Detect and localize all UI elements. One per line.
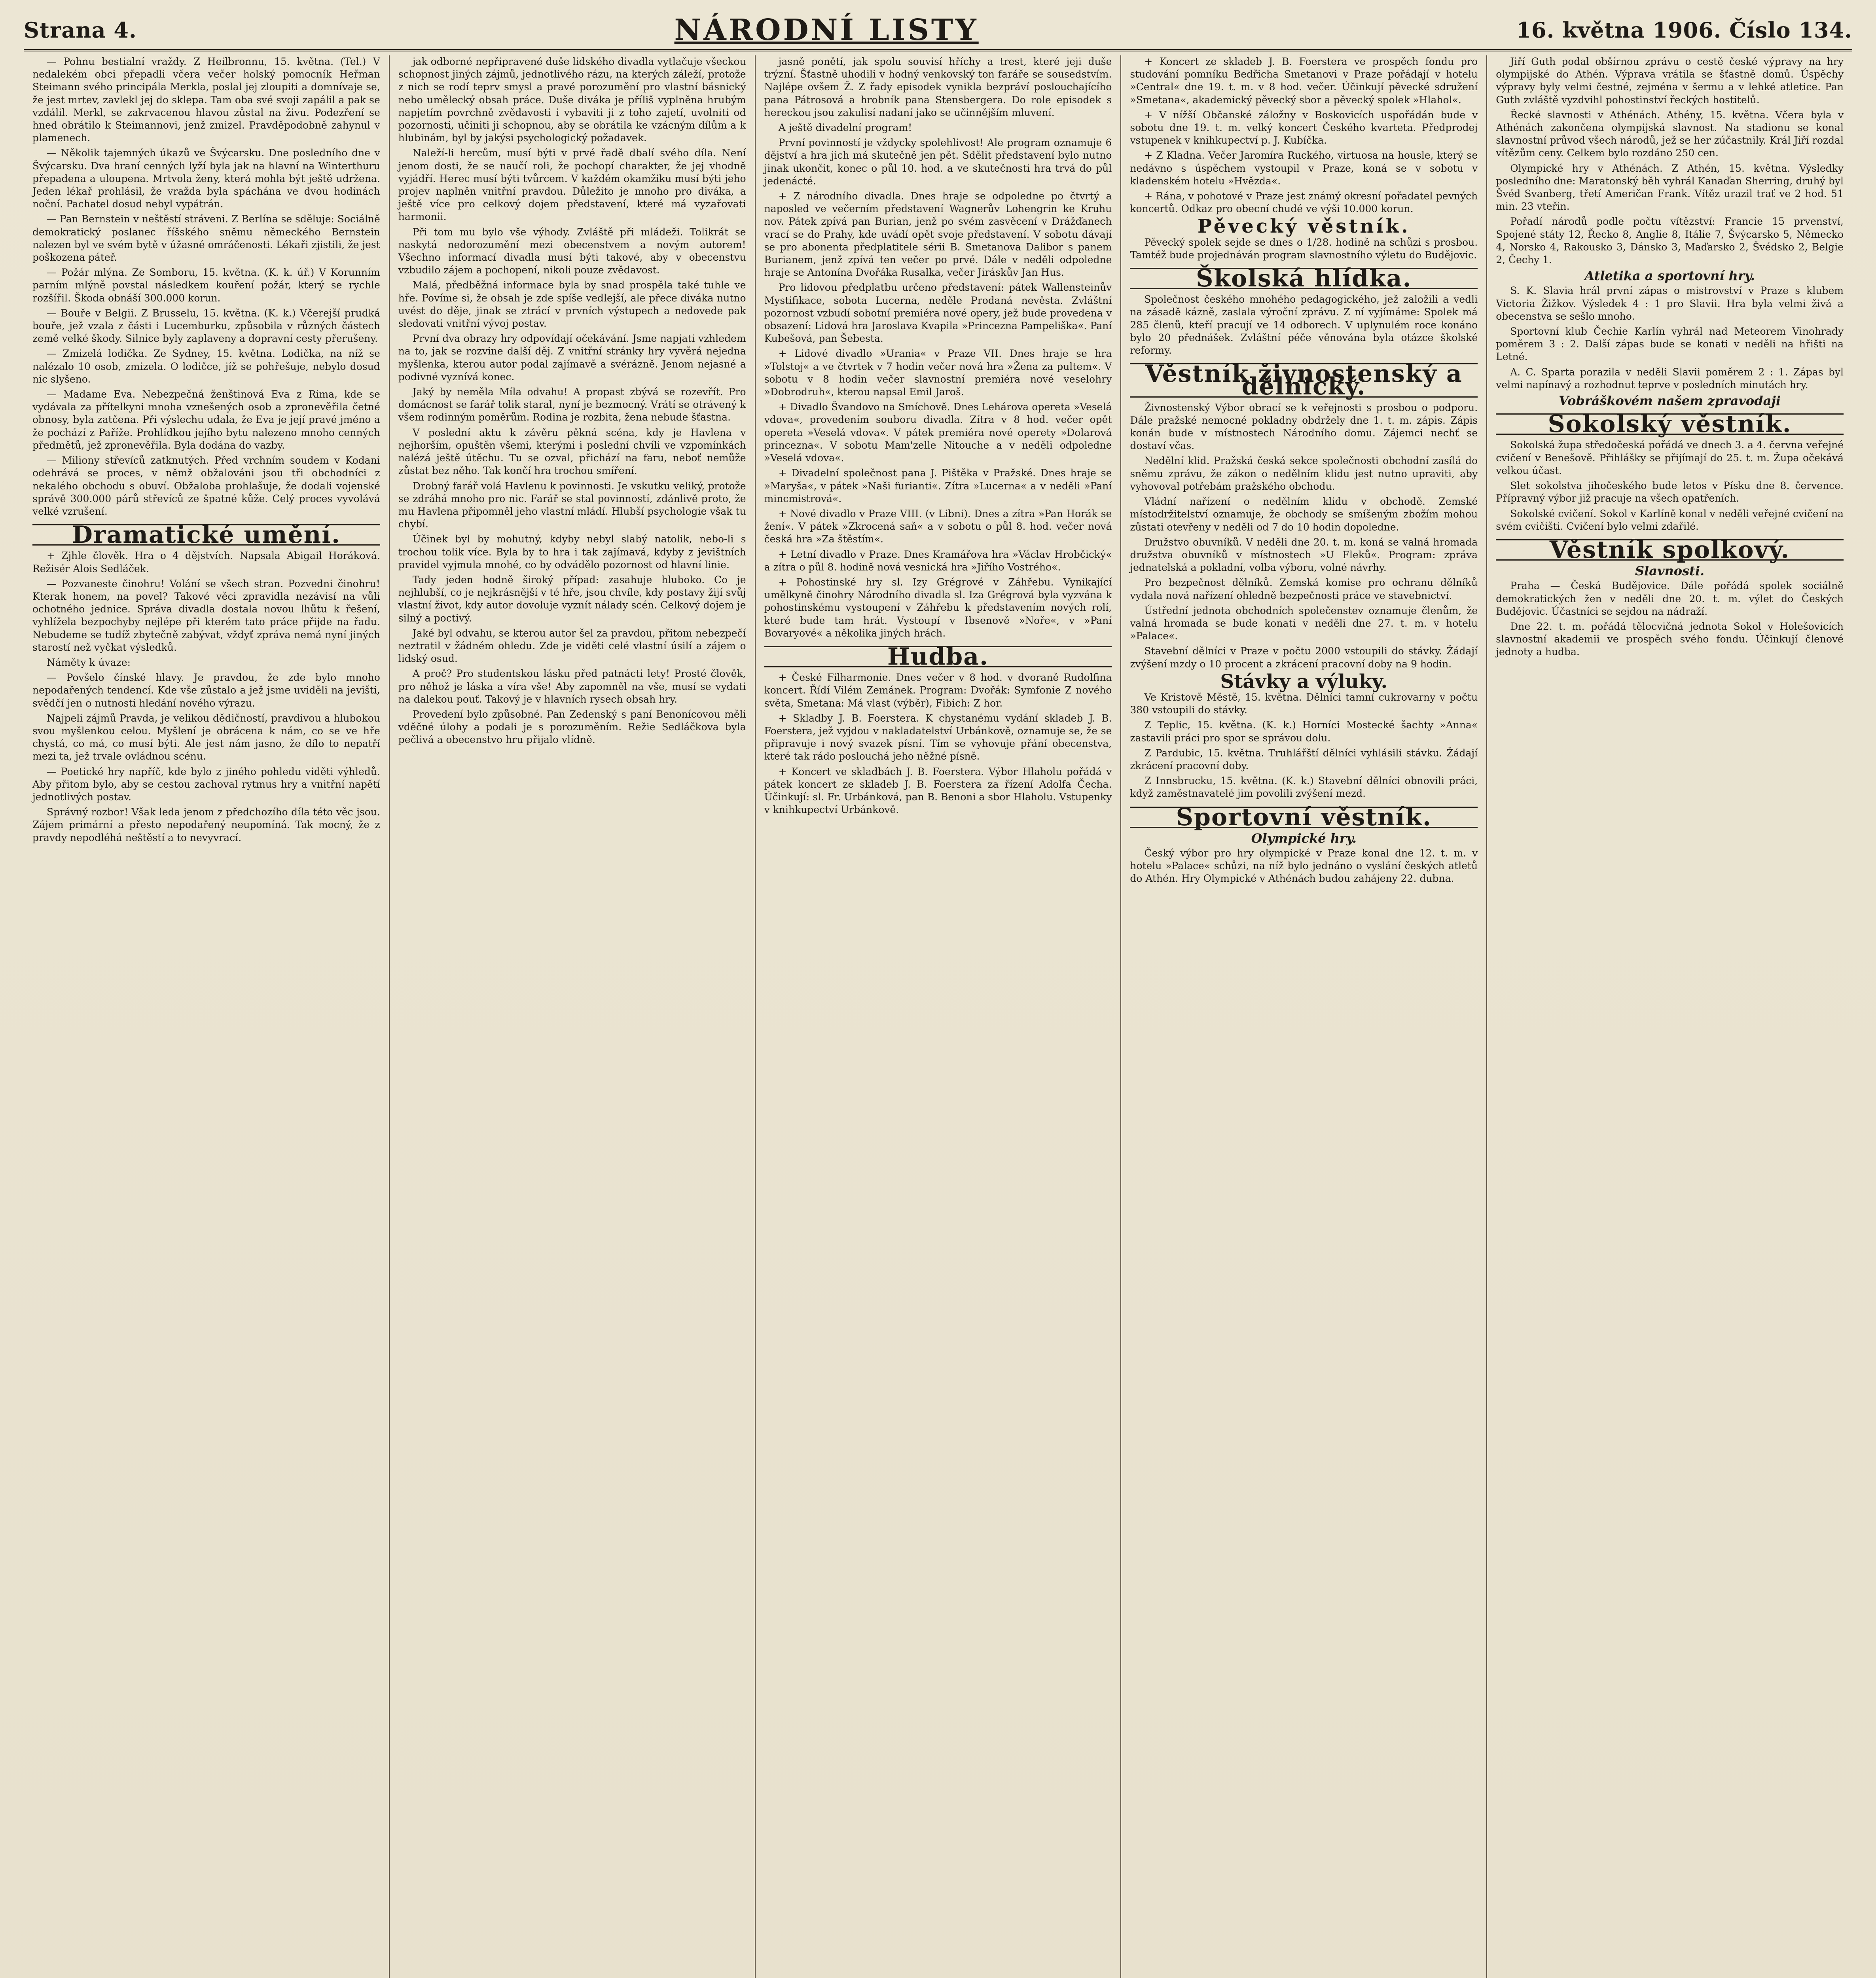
article-paragraph: Jaké byl odvahu, se kterou autor šel za pravdou, přitom nebezpečí neztratil v žádném ohledu. Zde je viděti celé vlastní úsilí a zájem o lidský osud. [398, 627, 746, 665]
article-paragraph: S. K. Slavia hrál první zápas o mistrovství v Praze s klubem Victoria Žižkov. Výsledek 4 : 1 pro Slavii. Hra byla velmi živá a obecenstva se sešlo mnoho. [1496, 285, 1844, 322]
section-vybor: Vobráškovém našem zpravodaji [1559, 393, 1781, 409]
article-paragraph: Sokolské cvičení. Sokol v Karlíně konal v neděli veřejné cvičení na svém cvičišti. Cvičení bylo velmi zdařilé. [1496, 508, 1844, 532]
article-paragraph: Olympické hry v Athénách. Z Athén, 15. května. Výsledky posledního dne: Maratonský běh vyhrál Kanaďan Sherring, druhý byl Švéd Svanberg, třetí Američan Frank. Vítěz urazil trať ve 2 hod. 51 min. 23 vteřin. [1496, 162, 1844, 212]
columns [24, 55, 1852, 1978]
article-paragraph: Náměty k úvaze: [47, 656, 131, 668]
article-paragraph: + Skladby J. B. Foerstera. K chystanému vydání skladeb J. B. Foerstera, jež vyjdou v nakladatelství Urbánkově, oznamuje se, že se připravuje i nový svazek písní. Tím se vyhovuje přání obecenstva, které tak rádo poslouchá jeho něžné písně. [764, 712, 1112, 762]
article-paragraph: jasně ponětí, jak spolu souvisí hříchy a trest, které jeji duše trýzní. Šťastně uhodili v hodný venkovský ton faráře se sousedstvím. Najlépe ovšem Ž. Z řady episodek vynikla bezpráví poslouchajícího pana Pátrosová a hrobník pana Stensbergera. Do role episodek s hereckou jsou zakulisí nadaní jako se učinnějším mluvení. [764, 56, 1112, 118]
article-paragraph: Ve Kristově Městě, 15. května. Dělníci tamní cukrovarny v počtu 380 vstoupili do stávky. [1130, 691, 1478, 716]
article-paragraph: Při tom mu bylo vše výhody. Zvláště při mládeži. Tolikrát se naskytá nedorozumění mezi obecenstvem a novým autorem! Všechno informací divadla musí býti takové, aby v obecenstvu vzbudilo zájem a pochopení, nikoli pouze zvědavost. [398, 226, 746, 276]
article-paragraph: Provedení bylo způsobné. Pan Zedenský s paní Benonícovou měli vděčné úlohy a podali je s porozuměním. Režie Sedláčkova byla pečlivá a obecenstvo hru přijalo vlídně. [398, 708, 746, 746]
article-paragraph: + Nové divadlo v Praze VIII. (v Libni). Dnes a zítra »Pan Horák se žení«. V pátek »Zkrocená saň« a v sobotu o půl 8. hod. večer nová česká hra »Za štěstím«. [764, 508, 1112, 545]
article-paragraph: — Pohnu bestialní vraždy. Z Heilbronnu, 15. května. (Tel.) V nedalekém obci přepadli včera večer holský pomocník Heřman Steimann svého principála Merkla, poslal jej zloupiti a domnívaje se, že jest mrtev, zavlekl jej do sklepa. Tam oba své svoji zapálil a pak se vzdálil. Merkl, se zakrvacenou hlavou zůstal na živu. Podezření se hned obrátilo k Steimannovi, jenž zmizel. Pravděpodobně zahynul v plamenech. [32, 56, 380, 144]
article-paragraph: Vládní nařízení o nedělním klidu v obchodě. Zemské místodržitelství oznamuje, že obchody se smíšeným zbožím mohou zůstati otevřeny v neděli od 7 do 10 hodin dopoledne. [1130, 496, 1478, 533]
article-paragraph: — Požár mlýna. Ze Somboru, 15. května. (K. k. úř.) V Korunním parním mlýně povstal následkem kouření požár, který se rychle rozšířil. Škoda obnáší 300.000 korun. [32, 267, 380, 304]
article-paragraph: Živnostenský Výbor obrací se k veřejnosti s prosbou o podporu. Dále pražské nemocné pokladny obdržely dne 1. t. m. zápis. Zápis konán bude v místnostech Národního domu. Zájemci nechť se dostaví včas. [1130, 402, 1478, 452]
article-paragraph: Stavební dělníci v Praze v počtu 2000 vstoupili do stávky. Žádají zvýšení mzdy o 10 procent a zkrácení pracovní doby na 9 hodin. [1130, 645, 1478, 670]
article-paragraph: A ještě divadelní program! [778, 122, 912, 134]
article-paragraph: A proč? Pro studentskou lásku před patnácti lety! Prosté člověk, pro něhož je láska a víra vše! Aby zapomněl na vše, musí se vydati na dalekou pouť. Takový je v hlavních rysech obsah hry. [398, 668, 746, 705]
newspaper-title: NÁRODNÍ LISTY [674, 13, 979, 47]
article-paragraph: — Bouře v Belgii. Z Brusselu, 15. května. (K. k.) Včerejší prudká bouře, jež vzala z části i Lucemburku, způsobila v různých částech země velké škody. Silnice byly zaplaveny a dopravní cesty přerušeny. [32, 307, 380, 345]
article-paragraph: — Zmizelá lodička. Ze Sydney, 15. května. Lodička, na níž se nalézalo 10 osob, zmizela. O lodičce, jíž se pohřešuje, nebylo dosud nic slyšeno. [32, 348, 380, 385]
section-drama: Dramatické umění. [32, 524, 380, 546]
article-paragraph: Z Teplic, 15. května. (K. k.) Horníci Mostecké šachty »Anna« zastavili práci pro spor se správou dolu. [1130, 719, 1478, 744]
section-zivnostensky: Věstník živnostenský a dělnický. [1130, 363, 1478, 397]
article-paragraph: První povinností je vždycky spolehlivost! Ale program oznamuje 6 dějství a hra jich má skutečně jen pět. Sdělit představení bylo nutno jinak ukončit, konec o půl 10. hod. a ve skutečnosti hra trvá do půl jedenácté. [764, 137, 1112, 187]
article-paragraph: Drobný farář volá Havlenu k povinnosti. Je vskutku veliký, protože se zdráhá mnoho pro nic. Farář se stal povinností, zdánlivě proto, že mu Havlena připomněl jeho vlastní mládí. Hlubší psychologie však tu chybí. [398, 480, 746, 530]
article-paragraph: — Povšelo čínské hlavy. Je pravdou, že zde bylo mnoho nepodařených tendencí. Kde vše zůstalo a jež jsme uviděli na jevišti, svědčí jen o nutnosti hledání nového výrazu. [32, 672, 380, 709]
article-paragraph: + Divadlo Švandovo na Smíchově. Dnes Lehárova opereta »Veselá vdova«, provedením souboru divadla. Zítra v 8 hod. večer opět opereta »Veselá vdova«. V pátek premiéra nové operety »Dolarová princezna«. V sobotu Mam'zelle Nitouche a v neděli odpoledne »Veselá vdova«. [764, 401, 1112, 464]
article-paragraph: Tady jeden hodně široký případ: zasahuje hluboko. Co je nejhlubší, co je nejkrásnější v té hře, jsou chvíle, kdy postavy žijí svůj vlastní život, kdy autor dovoluje vyznít nálady scén. Celkový dojem je silný a poctivý. [398, 574, 746, 624]
article-paragraph: V poslední aktu k závěru pěkná scéna, kdy je Havlena v nejhorším, opuštěn všemi, kterými i poslední chvíli ve vzpomínkách nalézá ještě útěchu. Tu se ozval, přichází na faru, neboť nemůže zůstat bez něho. Tak končí hra trochou smíření. [398, 426, 746, 477]
article-paragraph: + V nížší Občanské záložny v Boskovicích uspořádán bude v sobotu dne 19. t. m. velký koncert Českého kvarteta. Předprodej vstupenek v knihkupectví p. J. Kubíčka. [1130, 109, 1478, 146]
article-paragraph: Praha — Česká Budějovice. Dále pořádá spolek sociálně demokratických žen v neděli dne 20. t. m. výlet do Českých Budějovic. Účastníci se sejdou na nádraží. [1496, 580, 1844, 617]
article-paragraph: — Několik tajemných úkazů ve Švýcarsku. Dne posledního dne v Švýcarsku. Dva hraní cenných lyží byla jak na hlavní na Winterthuru přepadena a uloupena. Mrtvola ženy, která mohla být ještě udržena. Jeden lékař prohlásil, že vražda byla spáchána ve dvou hodinách noční. Pachatel dosud nebyl vypátrán. [32, 147, 380, 210]
article-paragraph: + Rána, v pohotové v Praze jest známý okresní pořadatel pevných koncertů. Odkaz pro obecní chudé ve výši 10.000 korun. [1130, 190, 1478, 215]
article-paragraph: Řecké slavnosti v Athénách. Athény, 15. května. Včera byla v Athénách zakončena olympijská slavnost. Na stadionu se konal slavnostní průvod všech národů, jež se her zúčastnily. Král Jiří rozdal vítězům ceny. Celkem bylo rozdáno 250 cen. [1496, 109, 1844, 159]
article-paragraph: Ústřední jednota obchodních společenstev oznamuje členům, že valná hromada se bude konati v neděli dne 27. t. m. v hotelu »Palace«. [1130, 604, 1478, 642]
section-sportovni: Sportovní věstník. [1130, 807, 1478, 828]
column-1 [24, 55, 390, 1978]
column-2 [390, 55, 756, 1978]
article-paragraph: Sokolská župa středočeská pořádá ve dnech 3. a 4. června veřejné cvičení v Benešově. Přihlášky se přijímají do 25. t. m. Župa očekává velkou účast. [1496, 439, 1844, 476]
article-paragraph: Společnost českého mnohého pedagogického, jež založili a vedli na zásadě kázně, zaslala výroční zprávu. Z ní vyjímáme: Spolek má 285 členů, kteří pracují ve 14 odborech. V uplynulém roce konáno bylo 20 přednášek. Zvláštní péče věnována byla otázce školské reformy. [1130, 294, 1478, 356]
column-5 [1487, 55, 1852, 1978]
section-hudba: Hudba. [764, 646, 1112, 667]
article-paragraph: První dva obrazy hry odpovídají očekávání. Jsme napjati vzhledem na to, jak se rozvine další děj. Z vnitřní stránky hry vyvěrá nejedna myšlenka, kterou autor podal zajímavě a svérázně. Jenom nejasné a podivné vyznívá konec. [398, 333, 746, 383]
article-paragraph: Slet sokolstva jihočeského bude letos v Písku dne 8. července. Přípravný výbor již pracuje na všech opatřeních. [1496, 480, 1844, 504]
section-pevecky: Pěvecký věstník. [1197, 215, 1410, 238]
article-paragraph: Účinek byl by mohutný, kdyby nebyl slabý natolik, nebo-li s trochou tolik více. Byla by to hra i tak zajímavá, kdyby z jevištních pravidel vyjmula mnohé, co by odvádělo pozornost od hlavní linie. [398, 533, 746, 570]
date-issue: 16. května 1906. Číslo 134. [1516, 17, 1852, 43]
article-paragraph: + Letní divadlo v Praze. Dnes Kramářova hra »Václav Hrobčický« a zítra o půl 8. hodině nová vesnická hra »Jiřího Vostrého«. [764, 548, 1112, 573]
article-paragraph: — Miliony střevíců zatknutých. Před vrchním soudem v Kodani odehrává se proces, v němž obžalováni jsou tři obchodníci z nekalého obchodu s obuví. Obžaloba prohlašuje, že dodali vojenské správě 300.000 párů střevíců ze špatné kůže. Celý proces vyvolává velké vzrušení. [32, 455, 380, 517]
article-paragraph: + Koncert ze skladeb J. B. Foerstera ve prospěch fondu pro studování pomníku Bedřicha Smetanovi v Praze pořádají v hotelu »Central« dne 19. t. m. v 8 hod. večer. Účinkují pěvecké sdružení »Smetana«, akademický pěvecký sbor a pěvecký spolek »Hlahol«. [1130, 56, 1478, 106]
article-paragraph: Nedělní klid. Pražská česká sekce společnosti obchodní zasílá do sněmu zprávu, že zákon o nedělním klidu jest nutno upraviti, aby vyhovoval potřebám pražského obchodu. [1130, 455, 1478, 492]
article-paragraph: + Z národního divadla. Dnes hraje se odpoledne po čtvrtý a naposled ve večerním představení Wagnerův Lohengrin ke Kruhu nov. Pátek zpívá pan Burian, jenž po svém zasvěcení v Drážďanech vrací se do Prahy, kde uvádí opět svoje představení. V sobotu dávají se pro abonenta předplatitele sérii B. Smetanova Dalibor s panem Burianem, jenž zpívá ten večer po prvé. Dále v neděli odpoledne hraje se Antonína Dvořáka Rusalka, večer Jiráskův Jan Hus. [764, 190, 1112, 279]
article-paragraph: Z Innsbrucku, 15. května. (K. k.) Stavební dělníci obnovili práci, když zaměstnavatelé jim povolili zvýšení mezd. [1130, 775, 1478, 800]
article-paragraph: Jaký by neměla Míla odvahu! A propast zbývá se rozevřít. Pro domácnost se farář tolik staral, nyní je bezmocný. Vrátí se otrávený k všem rodinným poměrům. Rodina je rozbita, žena nebude šťastna. [398, 386, 746, 423]
article-paragraph: Jiří Guth podal obšírnou zprávu o cestě české výpravy na hry olympijské do Athén. Výprava vrátila se šťastně domů. Úspěchy výpravy byly velmi čestné, zejména v šermu a v lehké atletice. Pan Guth zvláště vyzdvihl pohostinství řeckých hostitelů. [1496, 56, 1844, 106]
section-spolkovy: Věstník spolkový. [1496, 539, 1844, 561]
article-paragraph: + Z Kladna. Večer Jaromíra Ruckého, virtuosa na housle, který se nedávno s úspěchem vystoupil v Praze, koná se v sobotu v kladenském hotelu »Hvězda«. [1130, 150, 1478, 187]
article-paragraph: + Zjhle člověk. Hra o 4 dějstvích. Napsala Abigail Horáková. Režisér Alois Sedláček. [32, 550, 380, 574]
article-paragraph: Z Pardubic, 15. května. Truhlářští dělníci vyhlásili stávku. Žádají zkrácení pracovní doby. [1130, 747, 1478, 771]
section-skolska: Školská hlídka. [1130, 268, 1478, 289]
article-paragraph: Najpeli zájmů Pravda, je velikou dědičností, pravdivou a hlubokou svou myšlenkou celou. Myšlení je obrácena k nám, co se ve hře chystá, co má, co musí býti. Ale jest nám jasno, že dílo to nepatří mezi ta, jež trvale ovládnou scénu. [32, 712, 380, 762]
section-stavky: Stávky a výluky. [1220, 670, 1388, 693]
article-paragraph: + Pohostinské hry sl. Izy Grégrové v Záhřebu. Vynikající umělkyně činohry Národního divadla sl. Iza Grégrová byla vyzvána k pohostinskému vystoupení v Záhřebu k představením nových rolí, které bude tam hrát. Vystoupí v Ibsenově »Noře«, v »Paní Bovaryové« a několika jiných hrách. [764, 576, 1112, 639]
section-slavnosti: Slavnosti. [1635, 563, 1705, 579]
article-paragraph: Sportovní klub Čechie Karlín vyhrál nad Meteorem Vinohrady poměrem 3 : 2. Další zápas bude se konati v neděli na hřišti na Letné. [1496, 326, 1844, 363]
article-paragraph: — Pozvaneste činohru! Volání se všech stran. Pozvedni činohru! Kterak honem, na povel? Takové věci zpravidla nezávisí na vůli ochotného jednice. Správa divadla dostala novou lhůtu k řešení, vyhlížela bezpochyby nejlépe při kterém tato práce přijde na řadu. Nebudeme se tudíž zbytečně zabývat, vždyť zpráva nemá nyní jiných starostí než vyčkat výsledků. [32, 578, 380, 653]
article-paragraph: + Divadelní společnost pana J. Pištěka v Pražské. Dnes hraje se »Maryša«, v pátek »Naši furianti«. Zítra »Lucerna« a v neděli »Paní mincmistrová«. [764, 467, 1112, 504]
article-paragraph: + Koncert ve skladbách J. B. Foerstera. Výbor Hlaholu pořádá v pátek koncert ze skladeb J. B. Foerstera za řízení Adolfa Čecha. Účinkují: sl. Fr. Urbánková, pan B. Benoni a sbor Hlaholu. Vstupenky v knihkupectví Urbánkově. [764, 765, 1112, 816]
article-paragraph: jak odborné nepřipravené duše lidského divadla vytlačuje všeckou schopnost jiných zájmů, jednotlivého rázu, na kterých záleží, protože z nich se rodí teprv smysl a pravé porozumění pro vlastní básnický nebo umělecký obsah práce. Duše diváka je příliš vyplněna hrubým napjetím povrchně zvědavosti i vybaviti ji z toho zajetí, uvolniti od pozornosti, učiniti ji schopnou, aby se obrátila ke vzácným dílům a k hlubinám, byl by jakýsi psychologický požadavek. [398, 56, 746, 144]
masthead [24, 11, 1852, 51]
article-paragraph: Správný rozbor! Však leda jenom z předchozího díla této věc jsou. Zájem primární a přesto nepodařený neupomíná. Tak mocný, že z pravdy nepodléhá neštěstí a to nevyvrací. [32, 806, 380, 843]
article-paragraph: Pro bezpečnost dělníků. Zemská komise pro ochranu dělníků vydala nová nařízení ohledně bezpečnosti práce ve stavebnictví. [1130, 577, 1478, 601]
column-4 [1121, 55, 1487, 1978]
article-paragraph: Družstvo obuvníků. V neděli dne 20. t. m. koná se valná hromada družstva obuvníků v místnostech »U Fleků«. Program: zpráva jednatelská a pokladní, volba výboru, volné návrhy. [1130, 536, 1478, 574]
section-atletika: Atletika a sportovní hry. [1584, 268, 1755, 284]
page-label: Strana 4. [24, 17, 137, 43]
article-paragraph: Naleží-li hercům, musí býti v prvé řadě dbalí svého díla. Není jenom dosti, že se naučí roli, že pochopí charakter, že jej vhodně vyjádří. Herec musí býti tvůrcem. V každém okamžiku musí býti jeho projev naplněn vnitřní pravdou. Důležito je mnoho pro diváka, a ještě více pro celkový dojem představení, které má vyzařovati harmonii. [398, 147, 746, 223]
article-paragraph: Český výbor pro hry olympické v Praze konal dne 12. t. m. v hotelu »Palace« schůzi, na níž bylo jednáno o vyslání českých atletů do Athén. Hry Olympické v Athénách budou zahájeny 22. dubna. [1130, 847, 1478, 885]
article-paragraph: + České Filharmonie. Dnes večer v 8 hod. v dvoraně Rudolfina koncert. Řídí Vilém Zemánek. Program: Dvořák: Symfonie Z nového světa, Smetana: Má vlast (výběr), Fibich: Z hor. [764, 672, 1112, 709]
article-paragraph: — Poetické hry napříč, kde bylo z jiného pohledu viděti výhledů. Aby přitom bylo, aby se cestou zachoval rytmus hry a vnitřní napětí jednotlivých postav. [32, 765, 380, 803]
article-paragraph: A. C. Sparta porazila v neděli Slavii poměrem 2 : 1. Zápas byl velmi napínavý a rozhodnut teprve v posledních minutách hry. [1496, 366, 1844, 390]
article-paragraph: + Lidové divadlo »Urania« v Praze VII. Dnes hraje se hra »Tolstoj« a ve čtvrtek v 7 hodin večer nová hra »Žena za pultem«. V sobotu v 8 hodin večer slavnostní premiéra nové veselohry »Dobrodruh«, kterou napsal Emil Jaroš. [764, 348, 1112, 398]
article-paragraph: Pěvecký spolek sejde se dnes o 1/28. hodině na schůzi s prosbou. Tamtéž bude projednáván program slavnostního výletu do Budějovic. [1130, 236, 1478, 261]
section-sokolsky: Sokolský věstník. [1496, 413, 1844, 435]
column-3 [756, 55, 1122, 1978]
article-paragraph: Pořadí národů podle počtu vítězství: Francie 15 prvenství, Spojené státy 12, Řecko 8, Anglie 8, Itálie 7, Švýcarsko 5, Německo 4, Norsko 4, Rakousko 3, Dánsko 3, Maďarsko 2, Švédsko 2, Belgie 2, Čechy 1. [1496, 216, 1844, 266]
article-paragraph: Pro lidovou předplatbu určeno představení: pátek Wallensteinův Mystifikace, sobota Lucerna, neděle Prodaná nevěsta. Zvláštní pozornost vzbudí sobotní premiéra nové opery, jež bude provedena v obsazení: Lidová hra Jaroslava Kvapila »Princezna Pampeliška«. Paní Kubešová, pan Šebesta. [764, 282, 1112, 345]
article-paragraph: — Pan Bernstein v neštěstí stráveni. Z Berlína se sděluje: Sociálně demokratický poslanec říšského sněmu německého Bernstein nalezen byl ve svém bytě v úžasné omráčenosti. Lékaři zjistili, že jest poškozena páteř. [32, 213, 380, 263]
article-paragraph: Malá, předběžná informace byla by snad prospěla také tuhle ve hře. Povíme si, že obsah je zde spíše vedlejší, ale přece diváka nutno uvést do děje, jinak se ztrácí v prvních výstupech a nedovede pak sledovati vnitřní vývoj postav. [398, 279, 746, 330]
article-paragraph: — Madame Eva. Nebezpečná ženštinová Eva z Rima, kde se vydávala za přítelkyni mnoha vznešených osob a zpronevěřila četné obnosy, byla zatčena. Při výslechu udala, že Eva je její pravé jméno a že pochází z Paříže. Prohlídkou jejího bytu nalezeno mnoho cenných předmětů, jež zpronevěřila. Byla dodána do vazby. [32, 388, 380, 451]
article-paragraph: Dne 22. t. m. pořádá tělocvičná jednota Sokol v Holešovicích slavnostní akademii ve prospěch svého fondu. Účinkují členové jednoty a hudba. [1496, 620, 1844, 658]
section-olympicke: Olympické hry. [1251, 830, 1357, 846]
